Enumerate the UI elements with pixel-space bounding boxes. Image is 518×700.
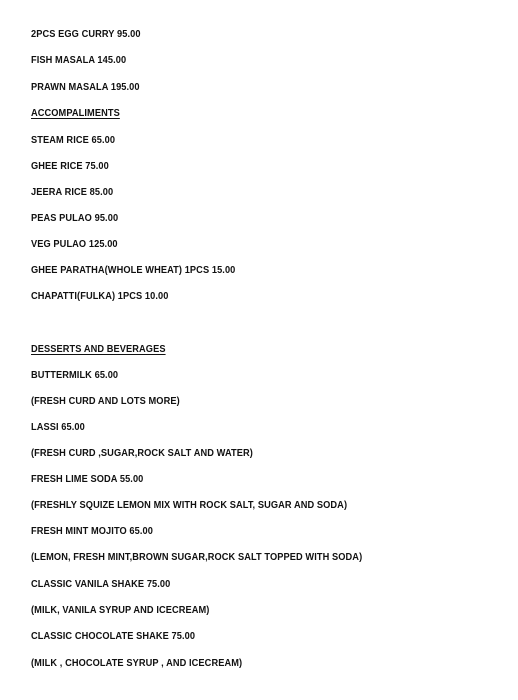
- menu-item-classic-vanila-shake: CLASSIC VANILA SHAKE 75.00: [31, 578, 171, 590]
- menu-item-description: (LEMON, FRESH MINT,BROWN SUGAR,ROCK SALT TOPPED WITH SODA): [31, 551, 363, 563]
- menu-item-description: (MILK, VANILA SYRUP AND ICECREAM): [31, 604, 210, 616]
- section-heading-accompaliments: ACCOMPALIMENTS: [31, 107, 120, 119]
- menu-item-peas-pulao: PEAS PULAO 95.00: [31, 212, 119, 224]
- menu-item-fresh-mint-mojito: FRESH MINT MOJITO 65.00: [31, 525, 154, 537]
- menu-item-fresh-lime-soda: FRESH LIME SODA 55.00: [31, 473, 144, 485]
- menu-item-buttermilk: BUTTERMILK 65.00: [31, 369, 119, 381]
- menu-item-chapatti: CHAPATTI(FULKA) 1PCS 10.00: [31, 290, 169, 302]
- menu-item-egg-curry: 2PCS EGG CURRY 95.00: [31, 28, 141, 40]
- menu-item-description: (MILK , CHOCOLATE SYRUP , AND ICECREAM): [31, 657, 243, 669]
- menu-item-ghee-rice: GHEE RICE 75.00: [31, 160, 109, 172]
- menu-item-jeera-rice: JEERA RICE 85.00: [31, 186, 114, 198]
- menu-item-prawn-masala: PRAWN MASALA 195.00: [31, 81, 140, 93]
- menu-item-ghee-paratha: GHEE PARATHA(WHOLE WHEAT) 1PCS 15.00: [31, 264, 236, 276]
- menu-item-description: (FRESH CURD AND LOTS MORE): [31, 395, 180, 407]
- menu-item-steam-rice: STEAM RICE 65.00: [31, 134, 116, 146]
- menu-item-veg-pulao: VEG PULAO 125.00: [31, 238, 118, 250]
- section-heading-desserts-beverages: DESSERTS AND BEVERAGES: [31, 343, 166, 355]
- menu-item-description: (FRESH CURD ,SUGAR,ROCK SALT AND WATER): [31, 447, 253, 459]
- menu-item-description: (FRESHLY SQUIZE LEMON MIX WITH ROCK SALT, SUGAR AND SODA): [31, 499, 348, 511]
- menu-item-classic-chocolate-shake: CLASSIC CHOCOLATE SHAKE 75.00: [31, 630, 196, 642]
- menu-item-fish-masala: FISH MASALA 145.00: [31, 54, 127, 66]
- menu-item-lassi: LASSI 65.00: [31, 421, 85, 433]
